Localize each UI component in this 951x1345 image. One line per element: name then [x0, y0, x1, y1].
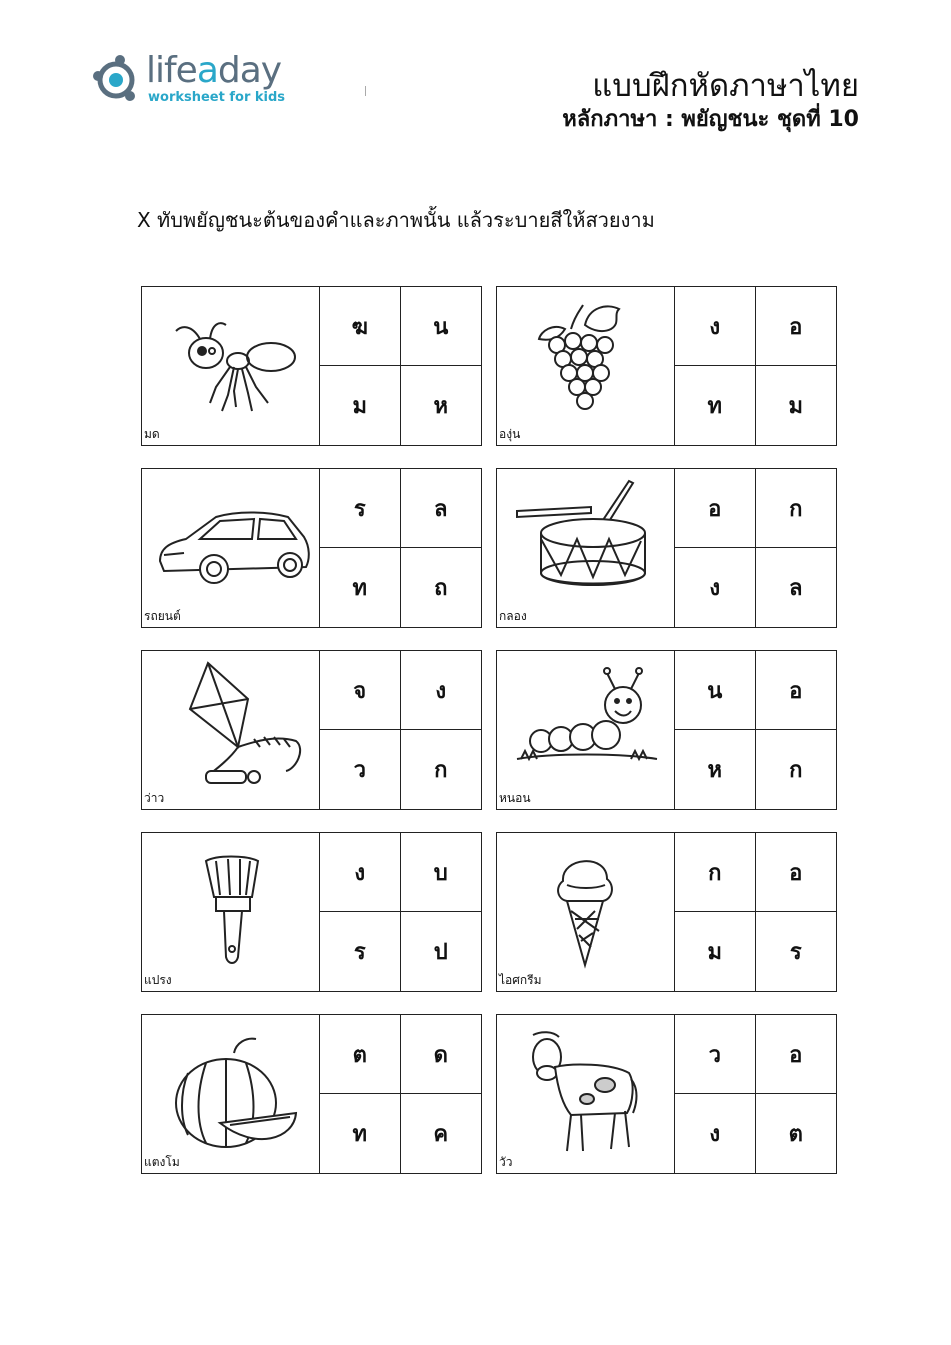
letter-choice[interactable]: ท — [320, 1094, 401, 1173]
letter-choices — [675, 1015, 836, 1173]
letter-choice[interactable]: ป — [433, 940, 448, 965]
letter-choices — [320, 1015, 481, 1173]
card-word: ว่าว — [144, 791, 165, 805]
card-word: องุ่น — [499, 427, 521, 441]
card-picture — [497, 651, 675, 809]
letter-choices — [320, 287, 481, 445]
letter-choice[interactable]: น — [675, 651, 756, 730]
letter-choice[interactable]: ห — [675, 730, 756, 809]
letter-choices — [675, 469, 836, 627]
instruction-text: X ทับพยัญชนะต้นของคำและภาพนั้น แล้วระบายสีให้สวยงาม — [137, 208, 655, 232]
letter-choice[interactable]: ง — [401, 651, 482, 730]
kite-icon — [156, 659, 306, 794]
card-picture — [142, 287, 320, 445]
card-word: รถยนต์ — [144, 609, 181, 623]
ant-icon — [156, 295, 306, 425]
letter-choices — [320, 651, 481, 809]
letter-choice[interactable]: ก — [756, 469, 837, 548]
letter-choice[interactable]: ก — [789, 758, 803, 783]
card-kite — [141, 650, 482, 810]
card-ice-cream — [496, 832, 837, 992]
card-drum — [496, 468, 837, 628]
logo-molecule-icon — [90, 52, 146, 108]
card-picture — [142, 833, 320, 991]
letter-choice[interactable]: ร — [320, 912, 401, 991]
card-ant — [141, 286, 482, 446]
letter-choice[interactable]: ท — [675, 366, 756, 445]
letter-choice[interactable]: ง — [675, 548, 756, 627]
page-subtitle: หลักภาษา : พยัญชนะ ชุดที่ 10 — [562, 107, 859, 132]
card-picture — [142, 651, 320, 809]
letter-choice[interactable]: ท — [320, 548, 401, 627]
letter-choice[interactable]: ล — [401, 469, 482, 548]
card-picture — [497, 833, 675, 991]
card-picture — [142, 469, 320, 627]
letter-choice[interactable]: ค — [433, 1122, 449, 1147]
card-cow — [496, 1014, 837, 1174]
card-car — [141, 468, 482, 628]
card-paintbrush — [141, 832, 482, 992]
letter-choice[interactable]: ก — [675, 833, 756, 912]
card-word: แปรง — [144, 973, 172, 987]
letter-choice[interactable]: ร — [789, 940, 802, 965]
card-word: วัว — [499, 1155, 513, 1169]
letter-choices — [675, 833, 836, 991]
card-picture — [497, 469, 675, 627]
card-caterpillar — [496, 650, 837, 810]
letter-choice[interactable]: ถ — [434, 576, 448, 601]
letter-choice[interactable]: บ — [401, 833, 482, 912]
page-title: แบบฝึกหัดภาษาไทย — [592, 68, 859, 104]
letter-choices — [675, 651, 836, 809]
letter-choice[interactable]: ง — [320, 833, 401, 912]
card-watermelon — [141, 1014, 482, 1174]
letter-choice[interactable]: อ — [756, 287, 837, 366]
letter-choices — [675, 287, 836, 445]
letter-choice[interactable]: ง — [675, 1094, 756, 1173]
card-word: แตงโม — [144, 1155, 180, 1169]
paintbrush-icon — [156, 841, 306, 976]
letter-choice[interactable]: ม — [320, 366, 401, 445]
caterpillar-icon — [511, 659, 661, 789]
letter-choice[interactable]: ล — [789, 576, 803, 601]
card-word: ไอศกรีม — [499, 973, 542, 987]
card-word: มด — [144, 427, 160, 441]
letter-choice[interactable]: อ — [756, 651, 837, 730]
drum-icon — [511, 477, 661, 607]
card-picture — [497, 1015, 675, 1173]
logo — [90, 52, 290, 110]
logo-tagline: worksheet for kids — [148, 90, 286, 105]
letter-choice[interactable]: ม — [788, 394, 803, 419]
card-picture — [142, 1015, 320, 1173]
letter-choice[interactable]: ก — [434, 758, 448, 783]
letter-choice[interactable]: ร — [320, 469, 401, 548]
grapes-icon — [511, 295, 661, 425]
car-icon — [156, 477, 316, 607]
cow-icon — [511, 1023, 661, 1158]
letter-choice[interactable]: จ — [320, 651, 401, 730]
letter-choice[interactable]: ต — [788, 1122, 803, 1147]
divider-mark — [365, 86, 366, 96]
letter-choice[interactable]: ต — [320, 1015, 401, 1094]
letter-choice[interactable]: ห — [433, 394, 448, 419]
letter-choice[interactable]: ม — [675, 912, 756, 991]
letter-choice[interactable]: ว — [320, 730, 401, 809]
card-word: หนอน — [499, 791, 531, 805]
letter-choice[interactable]: อ — [756, 833, 837, 912]
watermelon-icon — [156, 1023, 306, 1158]
letter-choices — [320, 833, 481, 991]
letter-choice[interactable]: อ — [675, 469, 756, 548]
logo-wordmark: lifeaday — [146, 50, 282, 91]
card-word: กลอง — [499, 609, 527, 623]
letter-choice[interactable]: ฆ — [320, 287, 401, 366]
letter-choices — [320, 469, 481, 627]
ice-cream-icon — [511, 841, 661, 976]
letter-choice[interactable]: ง — [675, 287, 756, 366]
letter-choice[interactable]: ว — [675, 1015, 756, 1094]
letter-choice[interactable]: อ — [756, 1015, 837, 1094]
card-grapes — [496, 286, 837, 446]
letter-choice[interactable]: น — [401, 287, 482, 366]
letter-choice[interactable]: ด — [401, 1015, 482, 1094]
card-picture — [497, 287, 675, 445]
